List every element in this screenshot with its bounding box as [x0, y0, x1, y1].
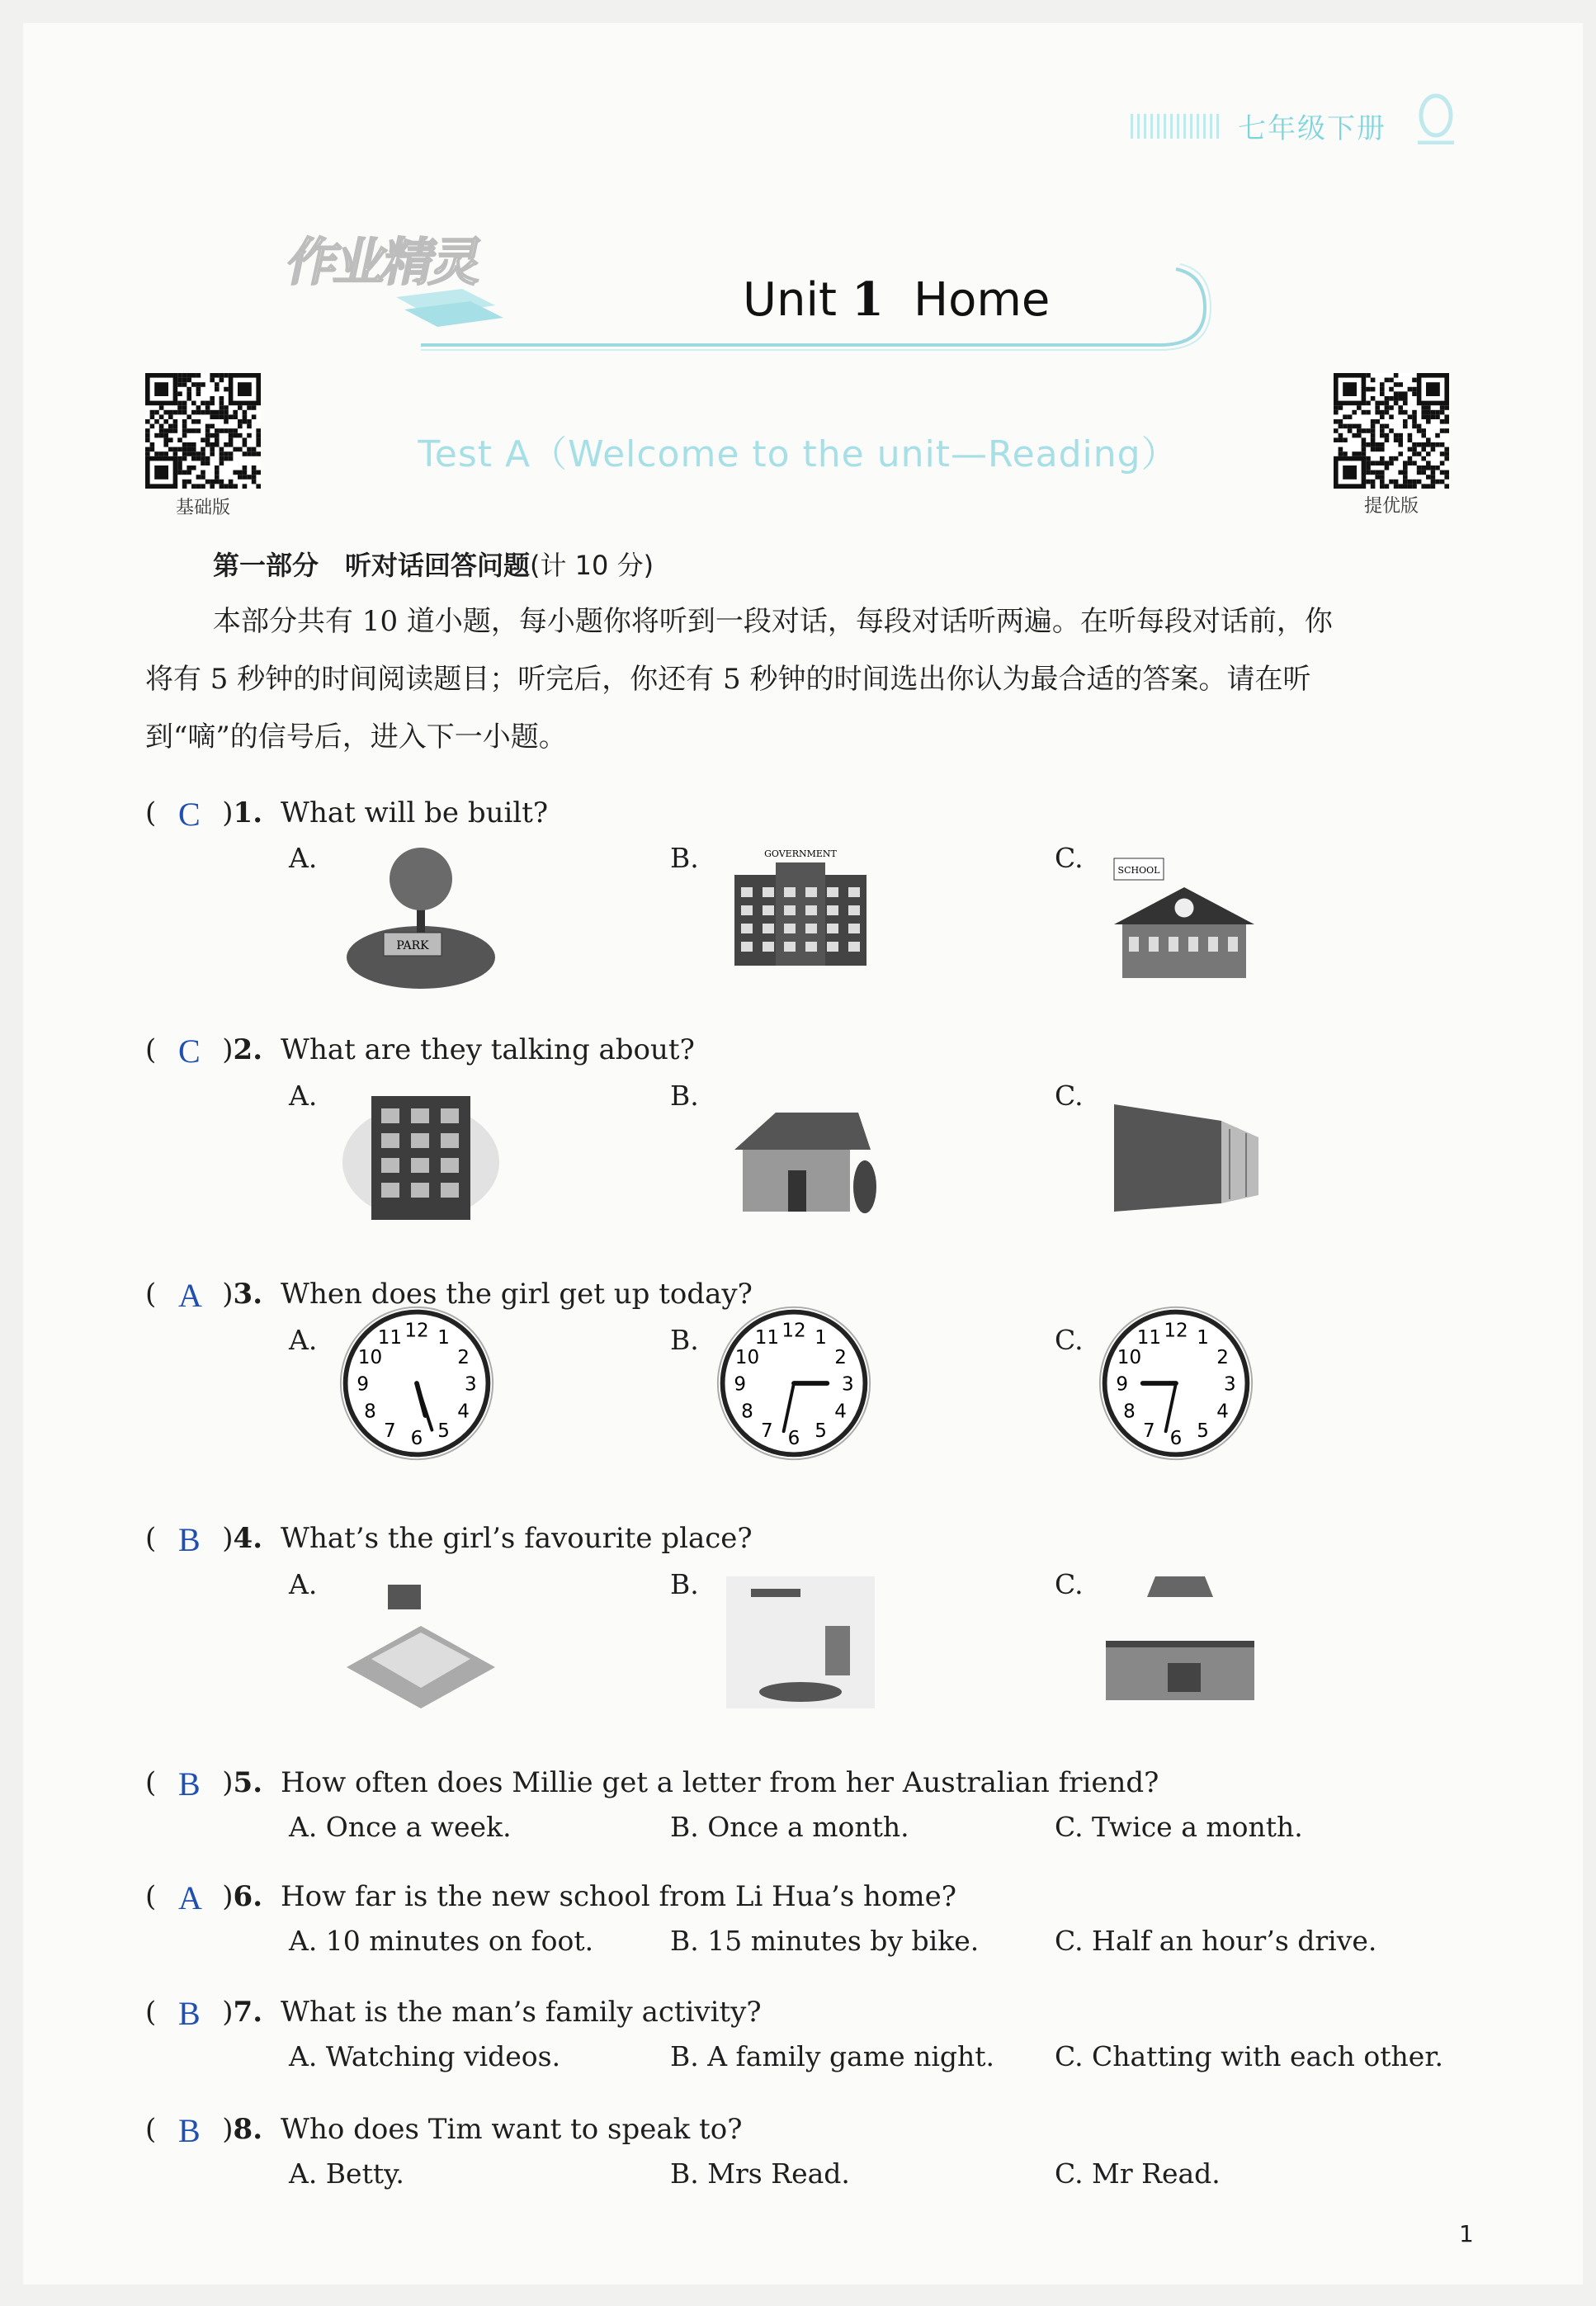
header-ornament-icon — [1403, 78, 1469, 144]
svg-text:GOVERNMENT: GOVERNMENT — [764, 848, 837, 859]
unit-word: Unit — [743, 273, 837, 327]
government-building-image — [718, 842, 883, 990]
option-8-a[interactable]: A. Betty. — [289, 2157, 404, 2190]
answer-5[interactable]: B — [178, 1765, 201, 1803]
option-1-b[interactable]: B. — [670, 842, 699, 874]
clock-number: 1 — [437, 1327, 450, 1349]
option-8-c[interactable]: C. Mr Read. — [1055, 2157, 1221, 2190]
question-4 — [145, 1521, 753, 1558]
bedroom-image — [338, 1568, 503, 1717]
answer-7[interactable]: B — [178, 1995, 201, 2032]
option-7-c[interactable]: C. Chatting with each other. — [1055, 2040, 1443, 2072]
clock-a-image — [338, 1304, 496, 1463]
clock-number: 4 — [457, 1401, 470, 1423]
svg-text:PARK: PARK — [396, 939, 429, 952]
option-4-a[interactable]: A. — [289, 1568, 318, 1600]
option-5-a[interactable]: A. Once a week. — [289, 1811, 512, 1843]
section-score: (计 10 分) — [530, 550, 654, 581]
answer-bracket-open: ( — [145, 796, 157, 829]
living-room-image — [718, 1568, 883, 1717]
option-7-a[interactable]: A. Watching videos. — [289, 2040, 561, 2072]
answer-3[interactable]: A — [178, 1277, 202, 1314]
question-number: 3. — [233, 1278, 263, 1311]
question-2 — [145, 1033, 695, 1070]
clock-number: 3 — [464, 1373, 477, 1396]
question-number: 7. — [233, 1996, 263, 2029]
option-2-c[interactable]: C. — [1055, 1080, 1084, 1112]
clock-number: 4 — [834, 1401, 847, 1423]
answer-bracket-open: ( — [145, 1766, 157, 1799]
answer-bracket-close: ) — [222, 1996, 234, 2029]
clock-number: 7 — [1143, 1420, 1155, 1443]
question-text: What will be built? — [281, 796, 549, 829]
answer-bracket-close: ) — [222, 1278, 234, 1311]
answer-bracket-open: ( — [145, 1278, 157, 1311]
clock-number: 11 — [377, 1327, 403, 1349]
answer-1[interactable]: C — [178, 796, 201, 833]
answer-bracket-open: ( — [145, 2113, 157, 2146]
clock-number: 9 — [1116, 1373, 1129, 1396]
modern-house-image — [1098, 1080, 1263, 1228]
qr-advanced-label: 提优版 — [1363, 496, 1419, 517]
park-image — [338, 842, 503, 990]
option-5-c[interactable]: C. Twice a month. — [1055, 1811, 1303, 1843]
instruction-line: 将有 5 秒钟的时间阅读题目；听完后，你还有 5 秒钟的时间选出你认为最合适的答案。请在听 — [145, 663, 1311, 696]
question-text: When does the girl get up today? — [281, 1278, 753, 1311]
clock-number: 6 — [787, 1427, 800, 1449]
page-number: 1 — [1459, 2220, 1474, 2247]
answer-bracket-close: ) — [222, 1522, 234, 1555]
clock-number: 12 — [404, 1320, 429, 1342]
clock-number: 9 — [734, 1373, 747, 1396]
clock-number: 8 — [741, 1401, 753, 1423]
option-4-b[interactable]: B. — [670, 1568, 699, 1600]
answer-2[interactable]: C — [178, 1033, 201, 1070]
school-image — [1098, 842, 1263, 990]
question-text: What’s the girl’s favourite place? — [281, 1522, 753, 1555]
clock-number: 5 — [1197, 1420, 1209, 1443]
answer-bracket-open: ( — [145, 1880, 157, 1913]
clock-number: 12 — [1164, 1320, 1188, 1342]
question-text: What is the man’s family activity? — [281, 1996, 762, 2029]
question-1 — [145, 796, 549, 833]
option-1-c[interactable]: C. — [1055, 842, 1084, 874]
instruction-paragraph — [145, 593, 1449, 766]
instruction-line: 本部分共有 10 道小题，每小题你将听到一段对话，每段对话听两遍。在听每段对话前，你 — [213, 605, 1333, 638]
answer-bracket-close: ) — [222, 2113, 234, 2146]
option-7-b[interactable]: B. A family game night. — [670, 2040, 995, 2072]
clock-number: 5 — [437, 1420, 450, 1443]
clock-number: 7 — [761, 1420, 773, 1443]
answer-8[interactable]: B — [178, 2112, 201, 2149]
option-6-b[interactable]: B. 15 minutes by bike. — [670, 1925, 980, 1957]
question-7 — [145, 1995, 762, 2032]
clock-number: 10 — [1117, 1347, 1142, 1368]
question-number: 4. — [233, 1522, 263, 1555]
svg-text:SCHOOL: SCHOOL — [1117, 865, 1160, 876]
question-number: 2. — [233, 1033, 263, 1066]
test-title: Test A（Welcome to the unit—Reading） — [418, 433, 1178, 475]
answer-6[interactable]: A — [178, 1879, 202, 1916]
clock-number: 7 — [384, 1420, 396, 1443]
option-3-c[interactable]: C. — [1055, 1324, 1084, 1356]
clock-number: 2 — [834, 1347, 847, 1368]
question-text: How far is the new school from Li Hua’s home? — [281, 1880, 956, 1913]
unit-name: Home — [913, 273, 1051, 327]
option-6-a[interactable]: A. 10 minutes on foot. — [289, 1925, 594, 1957]
clock-number: 2 — [457, 1347, 470, 1368]
question-number: 1. — [233, 796, 263, 829]
clock-b-image — [715, 1304, 873, 1463]
question-number: 5. — [233, 1766, 263, 1799]
instruction-line: 到“嘀”的信号后，进入下一小题。 — [145, 721, 567, 754]
clock-number: 9 — [357, 1373, 370, 1396]
kitchen-image — [1098, 1568, 1263, 1717]
header-decoration — [1131, 114, 1221, 139]
option-5-b[interactable]: B. Once a month. — [670, 1811, 909, 1843]
option-2-b[interactable]: B. — [670, 1080, 699, 1112]
answer-bracket-open: ( — [145, 1996, 157, 2029]
answer-bracket-close: ) — [222, 1766, 234, 1799]
clock-number: 3 — [1223, 1373, 1236, 1396]
answer-bracket-close: ) — [222, 1033, 234, 1066]
clock-number: 3 — [841, 1373, 854, 1396]
clock-number: 1 — [815, 1327, 827, 1349]
question-6 — [145, 1879, 956, 1916]
clock-number: 5 — [815, 1420, 827, 1443]
question-5 — [145, 1765, 1159, 1803]
section-title: 第一部分 听对话回答问题 — [213, 550, 531, 581]
clock-c-image — [1097, 1304, 1255, 1463]
unit-number: 1 — [852, 272, 884, 327]
answer-bracket-open: ( — [145, 1033, 157, 1066]
qr-basic-label: 基础版 — [175, 498, 230, 518]
question-text: How often does Millie get a letter from her Australian friend? — [281, 1766, 1159, 1799]
answer-4[interactable]: B — [178, 1521, 201, 1558]
clock-number: 11 — [754, 1327, 780, 1349]
option-2-a[interactable]: A. — [289, 1080, 318, 1112]
question-number: 6. — [233, 1880, 263, 1913]
cottage-house-image — [718, 1080, 883, 1228]
clock-number: 10 — [357, 1347, 383, 1368]
clock-number: 12 — [781, 1320, 806, 1342]
clock-number: 6 — [1169, 1427, 1183, 1449]
question-text: What are they talking about? — [281, 1033, 695, 1066]
question-number: 8. — [233, 2113, 263, 2146]
answer-bracket-open: ( — [145, 1522, 157, 1555]
grade-label: 七年级下册 — [1238, 112, 1386, 145]
clock-number: 2 — [1216, 1347, 1229, 1368]
watermark: 作业精灵 — [281, 232, 486, 292]
answer-bracket-close: ) — [222, 1880, 234, 1913]
option-4-c[interactable]: C. — [1055, 1568, 1084, 1600]
clock-number: 8 — [1123, 1401, 1136, 1423]
clock-number: 1 — [1197, 1327, 1209, 1349]
option-3-b[interactable]: B. — [670, 1324, 699, 1356]
answer-bracket-close: ) — [222, 796, 234, 829]
option-3-a[interactable]: A. — [289, 1324, 318, 1356]
unit-title — [743, 272, 1050, 327]
clock-number: 11 — [1136, 1327, 1162, 1349]
option-1-a[interactable]: A. — [289, 842, 318, 874]
clock-number: 6 — [410, 1427, 423, 1449]
section-heading — [213, 545, 654, 583]
question-8 — [145, 2112, 743, 2149]
option-6-c[interactable]: C. Half an hour’s drive. — [1055, 1925, 1377, 1957]
option-8-b[interactable]: B. Mrs Read. — [670, 2157, 850, 2190]
clock-number: 10 — [734, 1347, 760, 1368]
clock-number: 8 — [364, 1401, 376, 1423]
clock-number: 4 — [1216, 1401, 1229, 1423]
apartment-building-image — [338, 1080, 503, 1228]
question-text: Who does Tim want to speak to? — [281, 2113, 743, 2146]
